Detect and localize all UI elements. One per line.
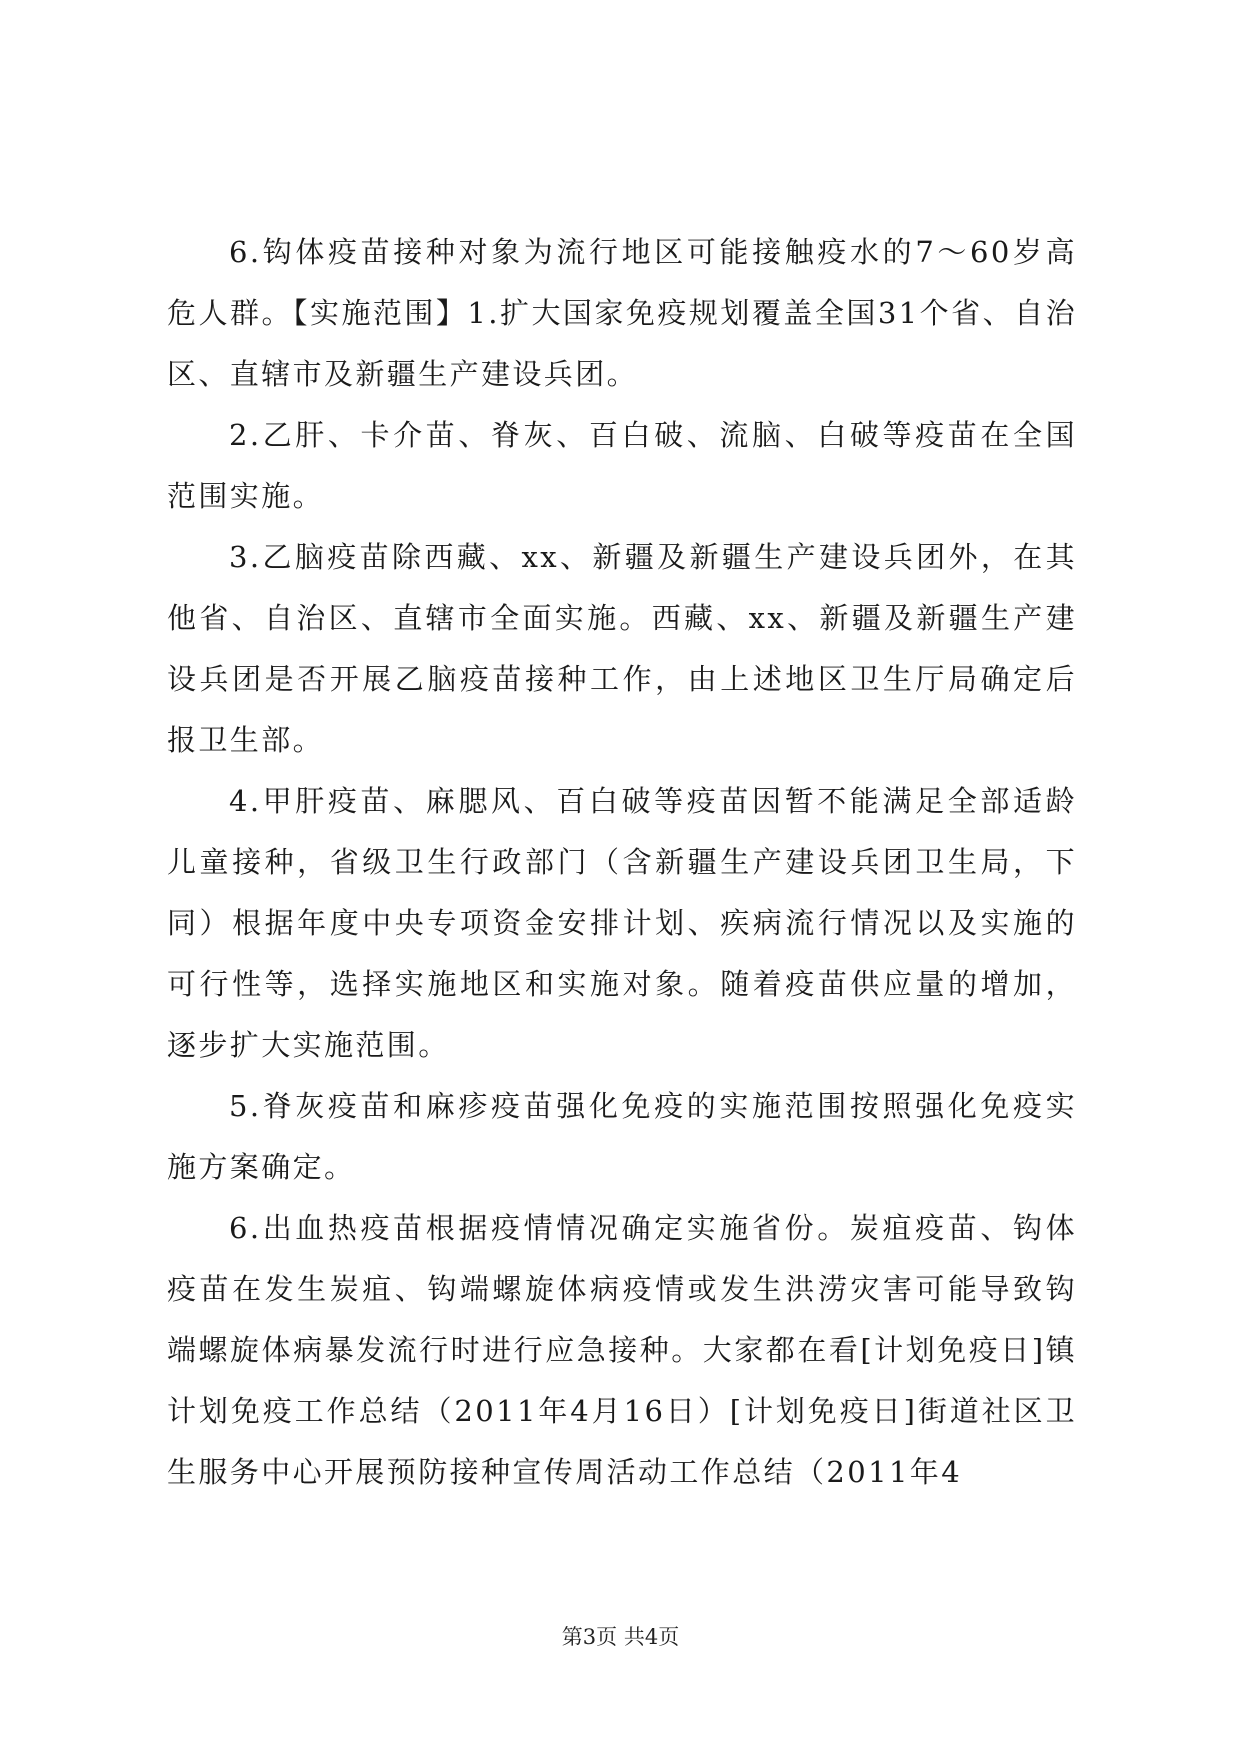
page-number-footer: 第3页 共4页	[561, 1625, 680, 1649]
paragraph-national-scope: 2.乙肝、卡介苗、脊灰、百白破、流脑、白破等疫苗在全国范围实施。	[167, 418, 1077, 513]
paragraph-hepa-vaccine: 4.甲肝疫苗、麻腮风、百白破等疫苗因暂不能满足全部适龄儿童接种，省级卫生行政部门（含新疆生产建设兵团卫生局，下同）根据年度中央专项资金安排计划、疾病流行情况以及实施的可行性等，选择实施地区和实施对象。随着疫苗供应量的增加，逐步扩大实施范围。	[167, 784, 1077, 1062]
paragraph-je-vaccine: 3.乙脑疫苗除西藏、xx、新疆及新疆生产建设兵团外，在其他省、自治区、直辖市全面实施。西藏、xx、新疆及新疆生产建设兵团是否开展乙脑疫苗接种工作，由上述地区卫生厅局确定后报卫生部。	[167, 540, 1077, 757]
paragraph-supplementary-immunization: 5.脊灰疫苗和麻疹疫苗强化免疫的实施范围按照强化免疫实施方案确定。	[167, 1089, 1077, 1184]
document-body	[167, 222, 1077, 1503]
paragraph-emergency-vaccination: 6.出血热疫苗根据疫情情况确定实施省份。炭疽疫苗、钩体疫苗在发生炭疽、钩端螺旋体病疫情或发生洪涝灾害可能导致钩端螺旋体病暴发流行时进行应急接种。大家都在看[计划免疫日]镇计划免疫工作总结（2011年4月16日）[计划免疫日]街道社区卫生服务中心开展预防接种宣传周活动工作总结（2011年4	[167, 1211, 1077, 1489]
paragraph-leptospira-target: 6.钩体疫苗接种对象为流行地区可能接触疫水的7～60岁高危人群。【实施范围】1.扩大国家免疫规划覆盖全国31个省、自治区、直辖市及新疆生产建设兵团。	[167, 235, 1077, 391]
